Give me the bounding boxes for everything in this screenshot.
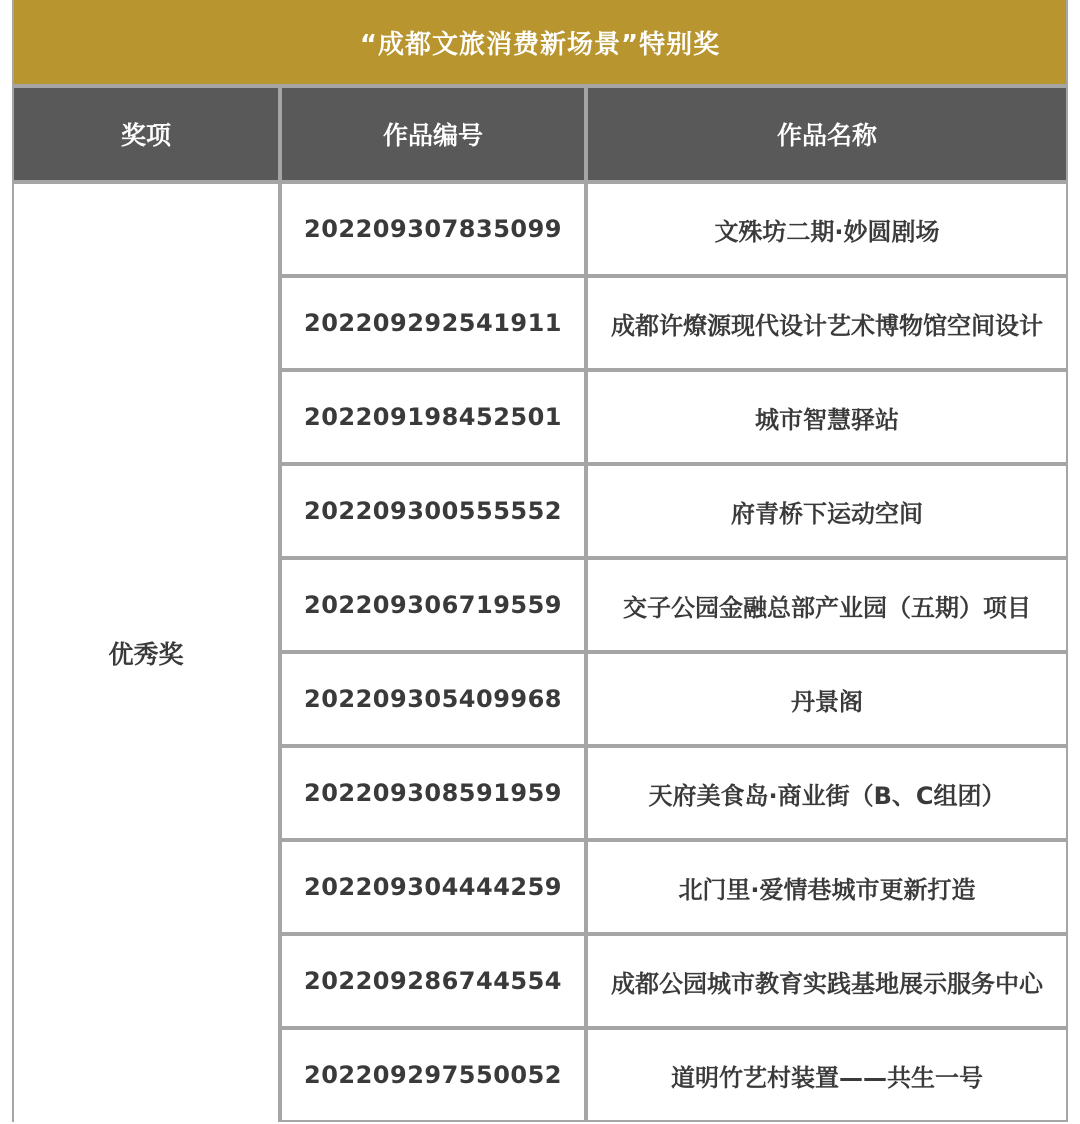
table-row [282,466,1066,556]
work-name: 道明竹艺村装置——共生一号 [588,1030,1066,1120]
table-row [282,1030,1066,1120]
table-row [282,654,1066,744]
table-row [282,936,1066,1026]
work-code: 202209308591959 [282,748,584,838]
header-name: 作品名称 [588,88,1066,180]
work-code: 202209307835099 [282,184,584,274]
work-name: 交子公园金融总部产业园（五期）项目 [588,560,1066,650]
work-code: 202209198452501 [282,372,584,462]
table-title: “成都文旅消费新场景”特别奖 [14,0,1066,84]
work-name: 府青桥下运动空间 [588,466,1066,556]
work-code: 202209292541911 [282,278,584,368]
table-row [282,278,1066,368]
work-name: 天府美食岛·商业街（B、C组团） [588,748,1066,838]
work-name: 丹景阁 [588,654,1066,744]
work-code: 202209306719559 [282,560,584,650]
work-code: 202209305409968 [282,654,584,744]
work-code: 202209297550052 [282,1030,584,1120]
work-name: 文殊坊二期·妙圆剧场 [588,184,1066,274]
header-code: 作品编号 [282,88,584,180]
table-row [282,842,1066,932]
table-row [282,560,1066,650]
work-name: 北门里·爱情巷城市更新打造 [588,842,1066,932]
work-code: 202209286744554 [282,936,584,1026]
work-code: 202209300555552 [282,466,584,556]
table-body [282,184,1066,1124]
work-name: 城市智慧驿站 [588,372,1066,462]
work-name: 成都公园城市教育实践基地展示服务中心 [588,936,1066,1026]
award-cell: 优秀奖 [14,184,278,1122]
table-row [282,372,1066,462]
table-row [282,184,1066,274]
header-award: 奖项 [14,88,278,180]
work-code: 202209304444259 [282,842,584,932]
table-row [282,748,1066,838]
work-name: 成都许燎源现代设计艺术博物馆空间设计 [588,278,1066,368]
